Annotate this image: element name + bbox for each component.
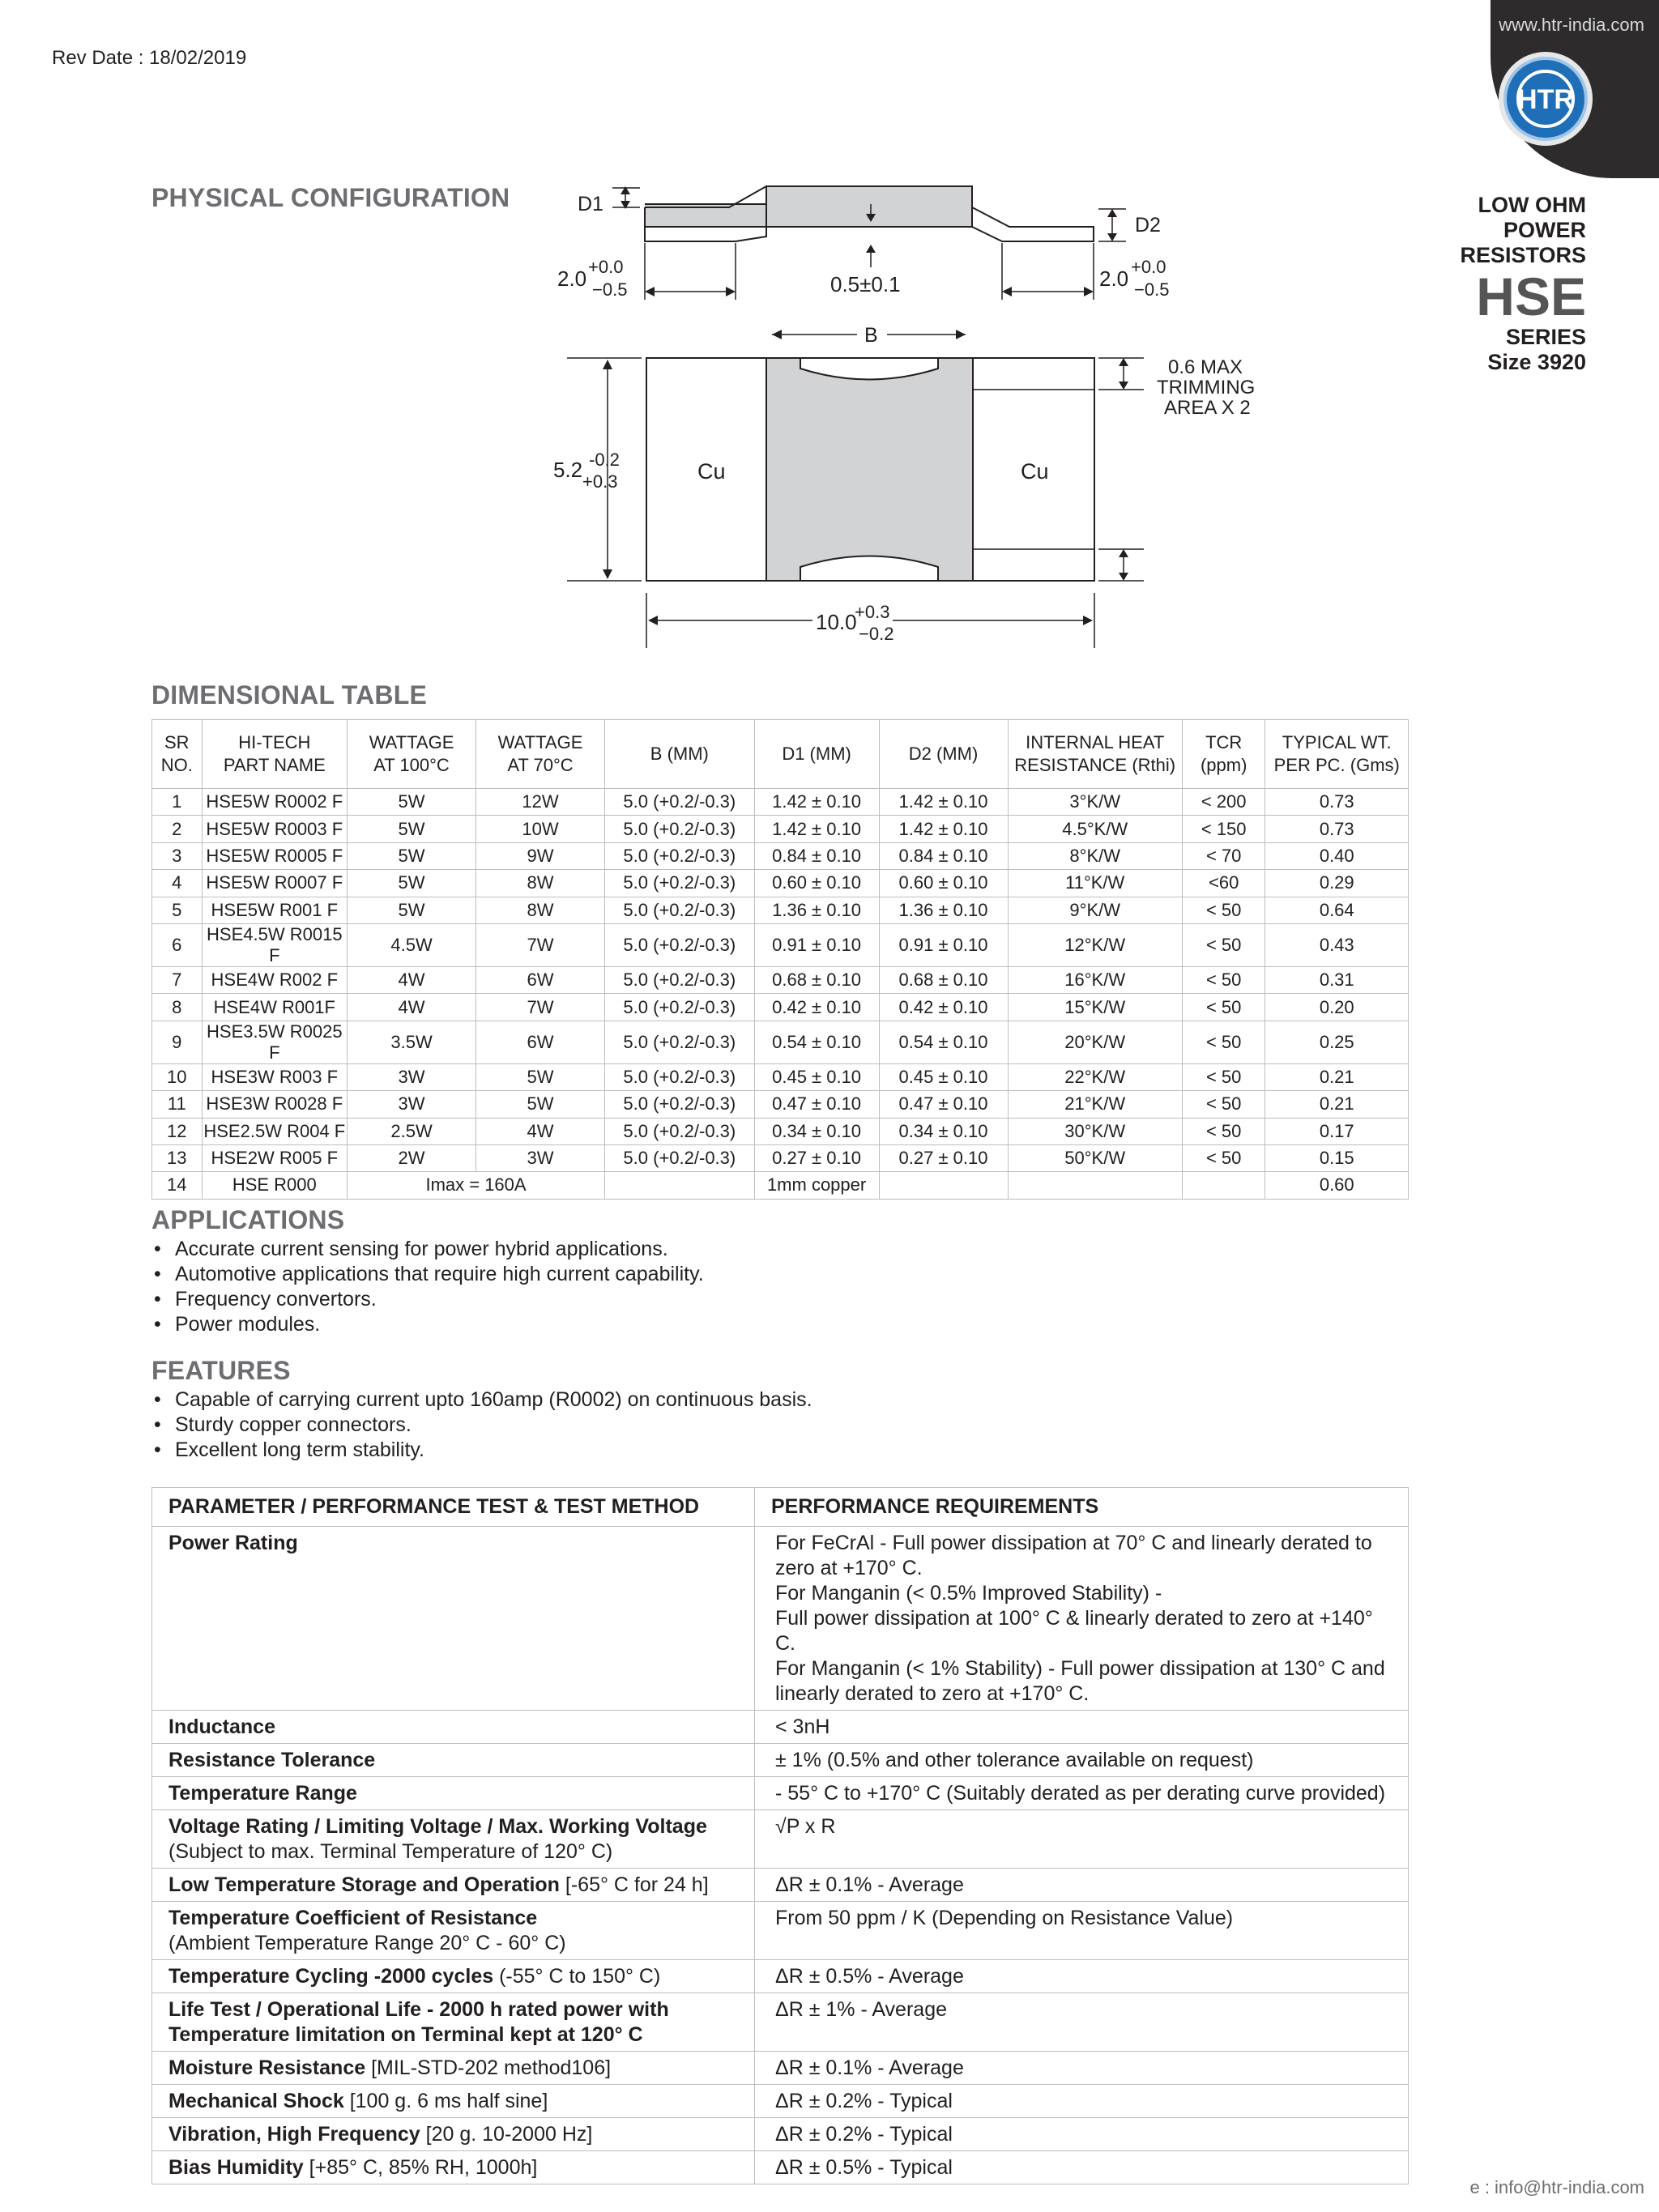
dim-cell: 4.5°K/W [1008, 816, 1182, 842]
dim-cell: 9W [476, 842, 605, 869]
dim-cell: 0.45 ± 0.10 [754, 1063, 879, 1090]
dim-cell: 9 [152, 1021, 203, 1063]
dim-cell: 0.47 ± 0.10 [754, 1091, 879, 1118]
dim-cell: 8W [476, 897, 605, 923]
d1-label: D1 [578, 193, 603, 215]
dim-cell: 0.73 [1265, 816, 1409, 842]
dim-cell: 50°K/W [1008, 1144, 1182, 1171]
dim-cell: 0.73 [1265, 789, 1409, 816]
perf-requirement: ΔR ± 0.1% - Average [755, 1869, 1409, 1902]
perf-param-name: Temperature Coefficient of Resistance [168, 1907, 538, 1929]
perf-param-name: Low Temperature Storage and Operation [168, 1873, 560, 1896]
dim-cell: 10 [152, 1063, 203, 1090]
dim-cell: 11°K/W [1008, 870, 1182, 897]
dim-cell: 0.68 ± 0.10 [879, 966, 1008, 993]
dim-cell: 5W [476, 1091, 605, 1118]
perf-param-detail: [20 g. 10-2000 Hz] [420, 2123, 593, 2146]
dim-cell: 30°K/W [1008, 1118, 1182, 1144]
perf-param-name: Vibration, High Frequency [168, 2123, 420, 2146]
dim-cell: 5.0 (+0.2/-0.3) [605, 1118, 755, 1144]
perf-row [152, 2151, 1409, 2184]
dim-cell: 4 [152, 870, 203, 897]
dim-cell: HSE R000 [202, 1172, 348, 1199]
applications-list [154, 1237, 704, 1337]
dim-table-row [152, 816, 1409, 842]
dim-cell: 1.42 ± 0.10 [754, 789, 879, 816]
dim-table-row [152, 1021, 1409, 1063]
dim-cell: 5W [348, 842, 476, 869]
dim-cell: 7W [476, 923, 605, 966]
perf-param [152, 1960, 755, 1993]
perf-requirement: From 50 ppm / K (Depending on Resistance Value) [755, 1902, 1409, 1960]
dim-cell: 5W [476, 1063, 605, 1090]
dim-cell: <60 [1182, 870, 1265, 897]
perf-param-name: Power Rating [168, 1532, 298, 1554]
dim-cell: 20°K/W [1008, 1021, 1182, 1063]
application-item: • Automotive applications that require high current capability. [154, 1262, 704, 1287]
perf-param-detail: (Ambient Temperature Range 20° C - 60° C) [168, 1932, 566, 1954]
series-name: HSE [1476, 266, 1586, 326]
dim-cell: 4.5W [348, 923, 476, 966]
perf-param-detail: (Subject to max. Terminal Temperature of 120° C) [168, 1840, 613, 1863]
perf-requirement: ΔR ± 0.5% - Average [755, 1960, 1409, 1993]
dim-cell: 6W [476, 966, 605, 993]
dim-table-row [152, 994, 1409, 1021]
dim-cell-weight: 0.60 [1265, 1172, 1409, 1199]
dim-cell: 3W [348, 1063, 476, 1090]
dim-cell: 14 [152, 1172, 203, 1199]
perf-param-name: Bias Humidity [168, 2156, 304, 2179]
dim-cell: 0.45 ± 0.10 [879, 1063, 1008, 1090]
dim-cell: 0.54 ± 0.10 [754, 1021, 879, 1063]
perf-header-param: PARAMETER / PERFORMANCE TEST & TEST METHOD [152, 1488, 755, 1527]
perf-param [152, 1777, 755, 1810]
perf-param [152, 2118, 755, 2151]
dim-header-cell: TCR (ppm) [1182, 720, 1265, 789]
dim-cell: 22°K/W [1008, 1063, 1182, 1090]
dim-cell: < 50 [1182, 966, 1265, 993]
dim-cell: 0.68 ± 0.10 [754, 966, 879, 993]
right-tol-minus: −0.5 [1134, 279, 1170, 300]
dim-cell: 0.40 [1265, 842, 1409, 869]
dim-cell: < 50 [1182, 897, 1265, 923]
dim-cell: HSE5W R0005 F [202, 842, 348, 869]
dim-cell: HSE2.5W R004 F [202, 1118, 348, 1144]
dim-cell: 4W [348, 994, 476, 1021]
dim-cell: 0.42 ± 0.10 [879, 994, 1008, 1021]
perf-param [152, 1810, 755, 1869]
dim-cell: 2W [348, 1144, 476, 1171]
dim-cell: < 70 [1182, 842, 1265, 869]
dim-header-cell: TYPICAL WT. PER PC. (Gms) [1265, 720, 1409, 789]
performance-table [151, 1487, 1409, 2184]
perf-header-req: PERFORMANCE REQUIREMENTS [755, 1488, 1409, 1527]
dim-header-cell: D2 (MM) [879, 720, 1008, 789]
dim-cell: 5.0 (+0.2/-0.3) [605, 1021, 755, 1063]
dim-cell: 10W [476, 816, 605, 842]
product-line-1: LOW OHM [1478, 193, 1586, 217]
left-tol-minus: −0.5 [592, 279, 628, 300]
perf-row [152, 1902, 1409, 1960]
perf-param [152, 1993, 755, 2052]
dim-cell: 5.0 (+0.2/-0.3) [605, 923, 755, 966]
dim-cell: 8 [152, 994, 203, 1021]
physical-diagram [527, 174, 1296, 660]
dim-cell: HSE3W R0028 F [202, 1091, 348, 1118]
dim-cell: 3W [476, 1144, 605, 1171]
dim-cell: 0.25 [1265, 1021, 1409, 1063]
dim-cell: 5W [348, 816, 476, 842]
perf-requirement: ΔR ± 1% - Average [755, 1993, 1409, 2052]
dim-table-row [152, 842, 1409, 869]
dim-cell: 8°K/W [1008, 842, 1182, 869]
dim-table-row [152, 789, 1409, 816]
dim-cell: 5.0 (+0.2/-0.3) [605, 966, 755, 993]
d2-label: D2 [1135, 214, 1161, 237]
dim-cell: 0.27 ± 0.10 [754, 1144, 879, 1171]
dim-cell: < 50 [1182, 923, 1265, 966]
height-upper: -0.2 [589, 450, 620, 470]
dim-cell: 1.42 ± 0.10 [754, 816, 879, 842]
dim-cell: 5.0 (+0.2/-0.3) [605, 870, 755, 897]
right-tol-plus: +0.0 [1131, 257, 1166, 277]
perf-requirement: < 3nH [755, 1711, 1409, 1744]
dim-cell: 5.0 (+0.2/-0.3) [605, 1144, 755, 1171]
dim-cell: HSE4W R001F [202, 994, 348, 1021]
center-dim: 0.5±0.1 [830, 272, 901, 296]
dim-cell [605, 1172, 755, 1199]
dim-cell: 11 [152, 1091, 203, 1118]
dim-header-cell: SR NO. [152, 720, 203, 789]
width-plus: +0.3 [855, 602, 890, 622]
application-item: • Accurate current sensing for power hybrid applications. [154, 1237, 704, 1262]
dim-cell: < 50 [1182, 1063, 1265, 1090]
dim-cell: 1 [152, 789, 203, 816]
dim-table-row [152, 897, 1409, 923]
product-line-3: RESISTORS [1460, 243, 1586, 267]
dim-cell: HSE5W R0002 F [202, 789, 348, 816]
dim-cell: 5W [348, 897, 476, 923]
width-value: 10.0 [816, 610, 857, 634]
perf-row [152, 1527, 1409, 1711]
perf-requirement: ΔR ± 0.2% - Typical [755, 2118, 1409, 2151]
dim-table-row [152, 966, 1409, 993]
dim-cell: < 50 [1182, 1118, 1265, 1144]
perf-param [152, 1527, 755, 1711]
dim-cell: 12 [152, 1118, 203, 1144]
cu-right: Cu [1021, 459, 1049, 484]
dim-cell: 0.54 ± 0.10 [879, 1021, 1008, 1063]
dim-cell: 0.34 ± 0.10 [879, 1118, 1008, 1144]
dim-cell: 15°K/W [1008, 994, 1182, 1021]
dim-cell: 13 [152, 1144, 203, 1171]
perf-param-detail: [MIL-STD-202 method106] [365, 2056, 612, 2079]
dim-cell [879, 1172, 1008, 1199]
dim-cell: 0.84 ± 0.10 [754, 842, 879, 869]
dim-cell: 2 [152, 816, 203, 842]
dim-header-cell: HI-TECH PART NAME [202, 720, 348, 789]
dim-header-cell: D1 (MM) [754, 720, 879, 789]
dim-cell: 6W [476, 1021, 605, 1063]
dim-cell: 5W [348, 789, 476, 816]
dim-cell-d1: 1mm copper [754, 1172, 879, 1199]
dim-cell: 0.27 ± 0.10 [879, 1144, 1008, 1171]
dim-cell: 5.0 (+0.2/-0.3) [605, 897, 755, 923]
rev-date: Rev Date : 18/02/2019 [52, 47, 247, 69]
application-item: • Power modules. [154, 1312, 704, 1337]
dim-cell: 1.42 ± 0.10 [879, 816, 1008, 842]
height-lower: +0.3 [582, 471, 618, 492]
dim-cell: 2.5W [348, 1118, 476, 1144]
perf-row [152, 1869, 1409, 1902]
trim-line-1: 0.6 MAX [1168, 356, 1243, 378]
perf-param [152, 1744, 755, 1777]
perf-row [152, 1744, 1409, 1777]
perf-param-detail: (-55° C to 150° C) [493, 1965, 661, 1988]
dim-table-row [152, 1172, 1409, 1199]
perf-requirement: ΔR ± 0.1% - Average [755, 2052, 1409, 2085]
dimensional-table [151, 719, 1409, 1200]
dim-cell: < 150 [1182, 816, 1265, 842]
dim-cell: 0.84 ± 0.10 [879, 842, 1008, 869]
dim-cell: 5W [348, 870, 476, 897]
perf-param-name: Resistance Tolerance [168, 1749, 376, 1771]
series-label: SERIES [1505, 325, 1586, 349]
perf-row [152, 2052, 1409, 2085]
dim-table-row [152, 870, 1409, 897]
cu-left: Cu [697, 459, 726, 484]
dim-cell: 0.15 [1265, 1144, 1409, 1171]
dim-cell: 0.60 ± 0.10 [754, 870, 879, 897]
dim-cell: 0.21 [1265, 1091, 1409, 1118]
dim-cell: 3.5W [348, 1021, 476, 1063]
width-minus: −0.2 [859, 624, 894, 644]
dim-cell [1182, 1172, 1265, 1199]
perf-row [152, 1810, 1409, 1869]
dimensional-table-heading: DIMENSIONAL TABLE [151, 680, 427, 710]
dim-cell: 0.34 ± 0.10 [754, 1118, 879, 1144]
feature-item: • Capable of carrying current upto 160amp (R0002) on continuous basis. [154, 1387, 812, 1413]
dim-cell: HSE3W R003 F [202, 1063, 348, 1090]
dim-cell: < 50 [1182, 994, 1265, 1021]
right-tol-value: 2.0 [1099, 266, 1129, 291]
perf-requirement: √P x R [755, 1810, 1409, 1869]
perf-param [152, 1902, 755, 1960]
dim-cell: 0.43 [1265, 923, 1409, 966]
perf-requirement: ΔR ± 0.5% - Typical [755, 2151, 1409, 2184]
dim-cell: < 50 [1182, 1021, 1265, 1063]
dim-cell: 1.36 ± 0.10 [754, 897, 879, 923]
dim-table-row [152, 1118, 1409, 1144]
dim-cell: 0.47 ± 0.10 [879, 1091, 1008, 1118]
dim-table-row [152, 1144, 1409, 1171]
dim-cell-imax: Imax = 160A [348, 1172, 605, 1199]
dim-cell: HSE3.5W R0025 F [202, 1021, 348, 1063]
perf-param-detail: [+85° C, 85% RH, 1000h] [303, 2156, 538, 2179]
perf-param [152, 1869, 755, 1902]
dim-cell: 7 [152, 966, 203, 993]
dim-cell: HSE5W R0007 F [202, 870, 348, 897]
dim-header-cell: WATTAGE AT 70°C [476, 720, 605, 789]
dim-cell: 0.20 [1265, 994, 1409, 1021]
perf-requirement: ΔR ± 0.2% - Typical [755, 2085, 1409, 2118]
feature-item: • Sturdy copper connectors. [154, 1413, 812, 1438]
dim-cell: 0.31 [1265, 966, 1409, 993]
dim-cell: 5.0 (+0.2/-0.3) [605, 842, 755, 869]
logo-text: HTR [1517, 84, 1574, 115]
features-heading: FEATURES [151, 1356, 291, 1385]
dim-cell: HSE2W R005 F [202, 1144, 348, 1171]
perf-row [152, 2118, 1409, 2151]
b-label: B [864, 324, 878, 347]
application-item: • Frequency convertors. [154, 1287, 704, 1312]
dim-cell: 0.17 [1265, 1118, 1409, 1144]
left-tol-value: 2.0 [557, 266, 587, 291]
dim-cell: 5 [152, 897, 203, 923]
dim-cell: 0.64 [1265, 897, 1409, 923]
dim-cell: 0.91 ± 0.10 [754, 923, 879, 966]
dim-cell: 5.0 (+0.2/-0.3) [605, 789, 755, 816]
dim-cell: < 50 [1182, 1144, 1265, 1171]
htr-logo [1497, 50, 1594, 147]
dim-cell: 1.36 ± 0.10 [879, 897, 1008, 923]
dim-cell: HSE4.5W R0015 F [202, 923, 348, 966]
dim-cell: 7W [476, 994, 605, 1021]
dim-header-cell: B (MM) [605, 720, 755, 789]
perf-param-name: Temperature Cycling -2000 cycles [168, 1965, 494, 1988]
dim-cell: HSE5W R0003 F [202, 816, 348, 842]
perf-param-name: Life Test / Operational Life - 2000 h rated power with Temperature limitation on Terminal kept at 120° C [168, 1998, 669, 2046]
dim-table-row [152, 1063, 1409, 1090]
feature-item: • Excellent long term stability. [154, 1438, 812, 1463]
dim-cell: 5.0 (+0.2/-0.3) [605, 1063, 755, 1090]
dim-cell: 0.42 ± 0.10 [754, 994, 879, 1021]
dim-header-cell: INTERNAL HEAT RESISTANCE (Rthi) [1008, 720, 1182, 789]
dim-cell: 6 [152, 923, 203, 966]
perf-requirement: - 55° C to +170° C (Suitably derated as per derating curve provided) [755, 1777, 1409, 1810]
dim-table-row [152, 1091, 1409, 1118]
perf-param-name: Voltage Rating / Limiting Voltage / Max. Working Voltage [168, 1815, 707, 1838]
dim-cell: 3°K/W [1008, 789, 1182, 816]
dim-cell: 0.29 [1265, 870, 1409, 897]
perf-param [152, 1711, 755, 1744]
perf-param-name: Temperature Range [168, 1782, 357, 1805]
dim-header-cell: WATTAGE AT 100°C [348, 720, 476, 789]
dim-cell: 0.60 ± 0.10 [879, 870, 1008, 897]
dim-cell: 1.42 ± 0.10 [879, 789, 1008, 816]
dim-cell: < 200 [1182, 789, 1265, 816]
dim-cell [1008, 1172, 1182, 1199]
perf-param-detail: [100 g. 6 ms half sine] [343, 2090, 548, 2112]
physical-config-heading: PHYSICAL CONFIGURATION [151, 183, 510, 212]
dim-table-row [152, 923, 1409, 966]
perf-param [152, 2052, 755, 2085]
left-tol-plus: +0.0 [588, 257, 624, 277]
dim-cell: 3W [348, 1091, 476, 1118]
perf-param-name: Mechanical Shock [168, 2090, 344, 2112]
footer-email[interactable]: e : info@htr-india.com [1469, 2177, 1644, 2197]
perf-param-name: Moisture Resistance [168, 2056, 366, 2079]
trim-line-3: AREA X 2 [1164, 397, 1251, 419]
dim-cell: 0.91 ± 0.10 [879, 923, 1008, 966]
features-list [154, 1387, 812, 1463]
dim-cell: 12W [476, 789, 605, 816]
dim-cell: 5.0 (+0.2/-0.3) [605, 1091, 755, 1118]
dim-cell: 5.0 (+0.2/-0.3) [605, 994, 755, 1021]
product-title [1460, 193, 1586, 375]
perf-row [152, 2085, 1409, 2118]
dim-cell: 8W [476, 870, 605, 897]
product-line-2: POWER [1503, 218, 1586, 242]
perf-requirement: For FeCrAl - Full power dissipation at 70° C and linearly derated to zero at +170° C. For Manganin (< 0.5% Improved Stability) - Full power dissipation at 100° C & linearly derated to zero at +140° C. For Manganin (< 1% Stability) - Full power dissipation at 130° C and linearly derated to zero at +170° C. [755, 1527, 1409, 1711]
dim-cell: 5.0 (+0.2/-0.3) [605, 816, 755, 842]
dim-cell: HSE5W R001 F [202, 897, 348, 923]
perf-param [152, 2151, 755, 2184]
dim-cell: 16°K/W [1008, 966, 1182, 993]
perf-row [152, 1993, 1409, 2052]
height-value: 5.2 [553, 458, 583, 482]
size-label: Size 3920 [1487, 350, 1586, 374]
dim-cell: 0.21 [1265, 1063, 1409, 1090]
perf-row [152, 1711, 1409, 1744]
perf-requirement: ± 1% (0.5% and other tolerance available on request) [755, 1744, 1409, 1777]
dim-cell: HSE4W R002 F [202, 966, 348, 993]
website-link[interactable]: www.htr-india.com [1499, 15, 1644, 35]
perf-row [152, 1960, 1409, 1993]
trim-line-2: TRIMMING [1157, 377, 1256, 399]
dim-cell: 21°K/W [1008, 1091, 1182, 1118]
dim-cell: 4W [348, 966, 476, 993]
perf-param-detail: [-65° C for 24 h] [559, 1873, 709, 1896]
dim-cell: 9°K/W [1008, 897, 1182, 923]
applications-heading: APPLICATIONS [151, 1205, 345, 1234]
dim-cell: 4W [476, 1118, 605, 1144]
perf-param [152, 2085, 755, 2118]
dim-cell: 3 [152, 842, 203, 869]
dim-cell: 12°K/W [1008, 923, 1182, 966]
dim-cell: < 50 [1182, 1091, 1265, 1118]
perf-row [152, 1777, 1409, 1810]
perf-param-name: Inductance [168, 1715, 275, 1738]
